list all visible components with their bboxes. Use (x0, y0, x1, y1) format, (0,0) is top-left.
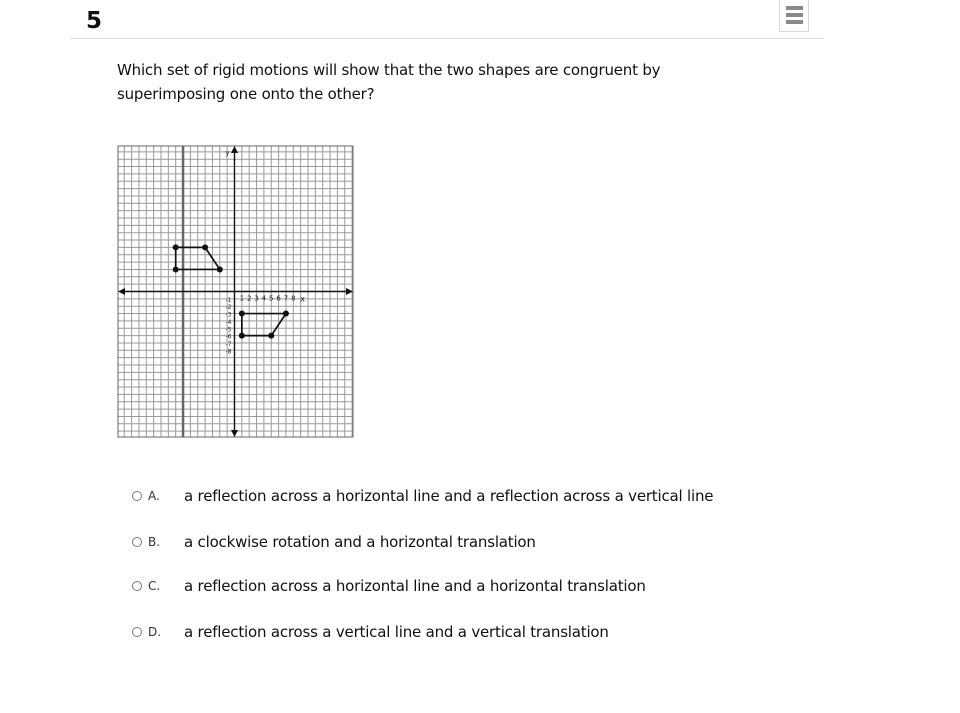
y-tick-label: -1 (225, 296, 232, 304)
choice-letter: B. (148, 535, 161, 549)
choice-a[interactable] (128, 484, 808, 508)
shape-vertex (283, 311, 289, 317)
y-axis-arrow-up (231, 146, 238, 153)
choice-d[interactable] (128, 620, 808, 644)
x-tick-label: 1 (239, 294, 245, 303)
choice-text: a reflection across a horizontal line and a reflection across a vertical line (184, 487, 714, 505)
y-tick-label: -4 (225, 318, 232, 326)
menu-bar (786, 20, 803, 24)
y-axis-label: y (225, 149, 230, 157)
y-tick-label: -3 (225, 311, 232, 319)
y-tick-label: -2 (225, 304, 232, 312)
shape-vertex (268, 333, 274, 339)
x-tick-label: 7 (283, 294, 289, 303)
x-tick-label: 3 (254, 294, 259, 303)
y-tick-label: -7 (225, 340, 232, 348)
coordinate-graph (117, 145, 357, 440)
x-tick-label: 6 (276, 294, 281, 303)
shape-vertex (217, 266, 223, 272)
x-tick-label: 2 (246, 294, 252, 303)
choice-letter: C. (148, 579, 161, 593)
y-tick-label: -5 (225, 326, 232, 334)
choice-letter: A. (148, 489, 160, 503)
menu-bar (786, 13, 803, 17)
x-tick-label: 4 (261, 294, 267, 303)
radio-c[interactable] (132, 581, 142, 591)
x-axis-label: x (300, 294, 306, 304)
radio-a[interactable] (132, 491, 142, 501)
x-axis-arrow-left (118, 288, 125, 295)
y-tick-label: -6 (225, 333, 232, 341)
menu-bar (786, 6, 803, 10)
y-tick-label: -8 (225, 348, 232, 356)
x-tick-label: 5 (269, 294, 274, 303)
shape-vertex (173, 244, 179, 250)
question-number: 5 (86, 8, 103, 34)
choice-text: a reflection across a horizontal line and a horizontal translation (184, 577, 646, 595)
shape-vertex (202, 244, 208, 250)
choice-letter: D. (148, 625, 162, 639)
radio-b[interactable] (132, 537, 142, 547)
header-divider (70, 38, 824, 39)
choice-c[interactable] (128, 574, 808, 598)
y-axis-arrow-down (231, 430, 238, 437)
shape-vertex (173, 266, 179, 272)
choice-text: a clockwise rotation and a horizontal translation (184, 533, 536, 551)
question-text: Which set of rigid motions will show that the two shapes are congruent by superimposing one onto the other? (117, 61, 661, 103)
menu-icon[interactable] (779, 0, 809, 32)
choice-text: a reflection across a vertical line and a vertical translation (184, 623, 609, 641)
choice-b[interactable] (128, 530, 808, 554)
x-tick-label: 8 (291, 294, 296, 303)
radio-d[interactable] (132, 627, 142, 637)
shape-vertex (239, 333, 245, 339)
shape-vertex (239, 311, 245, 317)
